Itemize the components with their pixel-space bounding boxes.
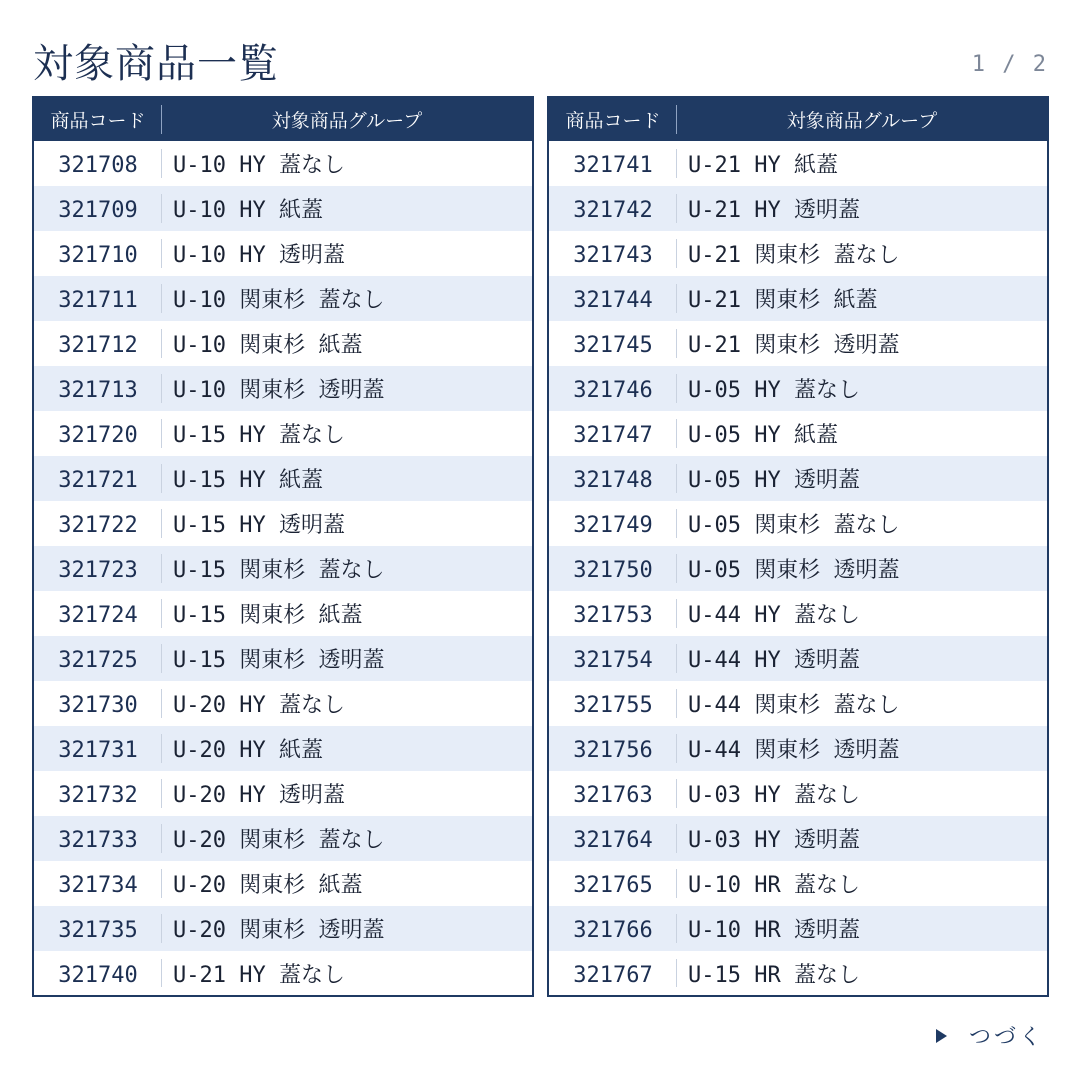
table-body-right	[548, 141, 1048, 996]
table-row	[548, 681, 1048, 726]
product-group-cell: U-10 HY 透明蓋	[173, 243, 345, 268]
product-code-cell: 321708	[33, 141, 162, 186]
table-row	[548, 276, 1048, 321]
product-code-cell: 321754	[548, 636, 677, 681]
product-group-cell: U-20 HY 蓋なし	[173, 693, 345, 718]
product-code-cell: 321763	[548, 771, 677, 816]
table-row	[33, 906, 533, 951]
table-row	[33, 726, 533, 771]
product-code-cell: 321732	[33, 771, 162, 816]
product-code-cell: 321720	[33, 411, 162, 456]
product-group-cell: U-44 関東杉 蓋なし	[688, 693, 900, 718]
product-group-cell: U-05 HY 紙蓋	[688, 423, 838, 448]
table-row	[33, 771, 533, 816]
product-code-cell: 321730	[33, 681, 162, 726]
product-code-cell: 321766	[548, 906, 677, 951]
table-row	[33, 366, 533, 411]
table-row	[33, 456, 533, 501]
product-code-cell: 321710	[33, 231, 162, 276]
product-group-cell: U-10 HR 透明蓋	[688, 918, 860, 943]
table-row	[33, 591, 533, 636]
table-body-left	[33, 141, 533, 996]
product-code-cell: 321767	[548, 951, 677, 996]
product-group-cell: U-20 関東杉 透明蓋	[173, 918, 385, 943]
product-code-cell: 321753	[548, 591, 677, 636]
product-group-cell: U-44 関東杉 透明蓋	[688, 738, 900, 763]
product-code-cell: 321711	[33, 276, 162, 321]
product-group-cell: U-21 関東杉 紙蓋	[688, 288, 878, 313]
table-row	[33, 861, 533, 906]
product-group-cell: U-03 HY 蓋なし	[688, 783, 860, 808]
product-code-cell: 321731	[33, 726, 162, 771]
table-row	[33, 501, 533, 546]
continue-label: つづく	[968, 1025, 1044, 1050]
table-row	[548, 186, 1048, 231]
product-code-cell: 321712	[33, 321, 162, 366]
product-group-cell: U-20 関東杉 紙蓋	[173, 873, 363, 898]
product-group-cell: U-21 関東杉 透明蓋	[688, 333, 900, 358]
product-code-cell: 321713	[33, 366, 162, 411]
table-row	[33, 321, 533, 366]
product-group-cell: U-15 HR 蓋なし	[688, 962, 860, 988]
table-row	[548, 141, 1048, 186]
product-code-cell: 321709	[33, 186, 162, 231]
product-code-cell: 321742	[548, 186, 677, 231]
product-code-cell: 321746	[548, 366, 677, 411]
product-code-cell: 321740	[33, 951, 162, 996]
table-row	[33, 411, 533, 456]
table-row	[548, 771, 1048, 816]
table-header-row	[548, 97, 1048, 141]
product-group-cell: U-15 HY 透明蓋	[173, 513, 345, 538]
product-group-cell: U-05 HY 透明蓋	[688, 468, 860, 493]
product-code-cell: 321733	[33, 816, 162, 861]
table-row	[548, 501, 1048, 546]
product-group-cell: U-05 HY 蓋なし	[688, 378, 860, 403]
product-group-cell: U-15 関東杉 紙蓋	[173, 603, 363, 628]
table-row	[33, 681, 533, 726]
product-table-right	[547, 96, 1049, 997]
product-group-cell: U-05 関東杉 蓋なし	[688, 513, 900, 538]
product-group-cell: U-10 HY 紙蓋	[173, 198, 323, 223]
product-group-cell: U-20 HY 紙蓋	[173, 738, 323, 763]
table-row	[548, 321, 1048, 366]
table-row	[548, 906, 1048, 951]
product-group-cell: U-15 HY 紙蓋	[173, 468, 323, 493]
table-header-row	[33, 97, 533, 141]
product-code-cell: 321765	[548, 861, 677, 906]
table-row	[548, 546, 1048, 591]
product-group-cell: U-10 関東杉 蓋なし	[173, 288, 385, 313]
product-group-cell: U-44 HY 透明蓋	[688, 648, 860, 673]
table-row	[33, 231, 533, 276]
product-code-cell: 321749	[548, 501, 677, 546]
table-row	[548, 726, 1048, 771]
product-group-cell: U-10 関東杉 透明蓋	[173, 378, 385, 403]
table-row	[33, 951, 533, 996]
table-row	[33, 186, 533, 231]
product-code-cell: 321750	[548, 546, 677, 591]
product-group-cell: U-10 関東杉 紙蓋	[173, 333, 363, 358]
page-indicator: 1 / 2	[971, 52, 1048, 77]
table-row	[548, 456, 1048, 501]
table-row	[548, 591, 1048, 636]
column-header-group: 対象商品グループ	[786, 110, 938, 132]
product-group-cell: U-15 関東杉 透明蓋	[173, 648, 385, 673]
product-code-cell: 321725	[33, 636, 162, 681]
continue-link[interactable]	[936, 1020, 1044, 1051]
table-row	[33, 276, 533, 321]
table-row	[33, 816, 533, 861]
table-row	[548, 951, 1048, 996]
product-group-cell: U-20 関東杉 蓋なし	[173, 828, 385, 853]
table-row	[33, 546, 533, 591]
product-code-cell: 321741	[548, 141, 677, 186]
product-code-cell: 321735	[33, 906, 162, 951]
product-group-cell: U-03 HY 透明蓋	[688, 828, 860, 853]
product-code-cell: 321756	[548, 726, 677, 771]
product-group-cell: U-21 関東杉 蓋なし	[688, 243, 900, 268]
page-title: 対象商品一覧	[33, 41, 279, 87]
table-row	[548, 636, 1048, 681]
column-header-group: 対象商品グループ	[271, 110, 423, 132]
product-code-cell: 321744	[548, 276, 677, 321]
table-row	[548, 411, 1048, 456]
triangle-right-icon	[936, 1029, 947, 1043]
product-group-cell: U-21 HY 紙蓋	[688, 153, 838, 178]
product-code-cell: 321764	[548, 816, 677, 861]
product-code-cell: 321745	[548, 321, 677, 366]
product-code-cell: 321721	[33, 456, 162, 501]
product-code-cell: 321748	[548, 456, 677, 501]
table-row	[548, 366, 1048, 411]
product-code-cell: 321722	[33, 501, 162, 546]
table-row	[548, 816, 1048, 861]
product-code-cell: 321755	[548, 681, 677, 726]
product-code-cell: 321723	[33, 546, 162, 591]
product-group-cell: U-15 関東杉 蓋なし	[173, 558, 385, 583]
product-code-cell: 321743	[548, 231, 677, 276]
product-group-cell: U-05 関東杉 透明蓋	[688, 558, 900, 583]
product-group-cell: U-10 HR 蓋なし	[688, 873, 860, 898]
product-code-cell: 321747	[548, 411, 677, 456]
product-group-cell: U-10 HY 蓋なし	[173, 153, 345, 178]
product-group-cell: U-15 HY 蓋なし	[173, 423, 345, 448]
product-table-left	[32, 96, 534, 997]
product-code-cell: 321724	[33, 591, 162, 636]
column-header-code: 商品コード	[548, 97, 677, 141]
product-group-cell: U-20 HY 透明蓋	[173, 783, 345, 808]
column-header-code: 商品コード	[33, 97, 162, 141]
table-row	[33, 141, 533, 186]
product-group-cell: U-21 HY 蓋なし	[173, 962, 345, 988]
product-group-cell: U-44 HY 蓋なし	[688, 603, 860, 628]
table-row	[548, 861, 1048, 906]
product-code-cell: 321734	[33, 861, 162, 906]
table-row	[548, 231, 1048, 276]
table-row	[33, 636, 533, 681]
product-group-cell: U-21 HY 透明蓋	[688, 198, 860, 223]
